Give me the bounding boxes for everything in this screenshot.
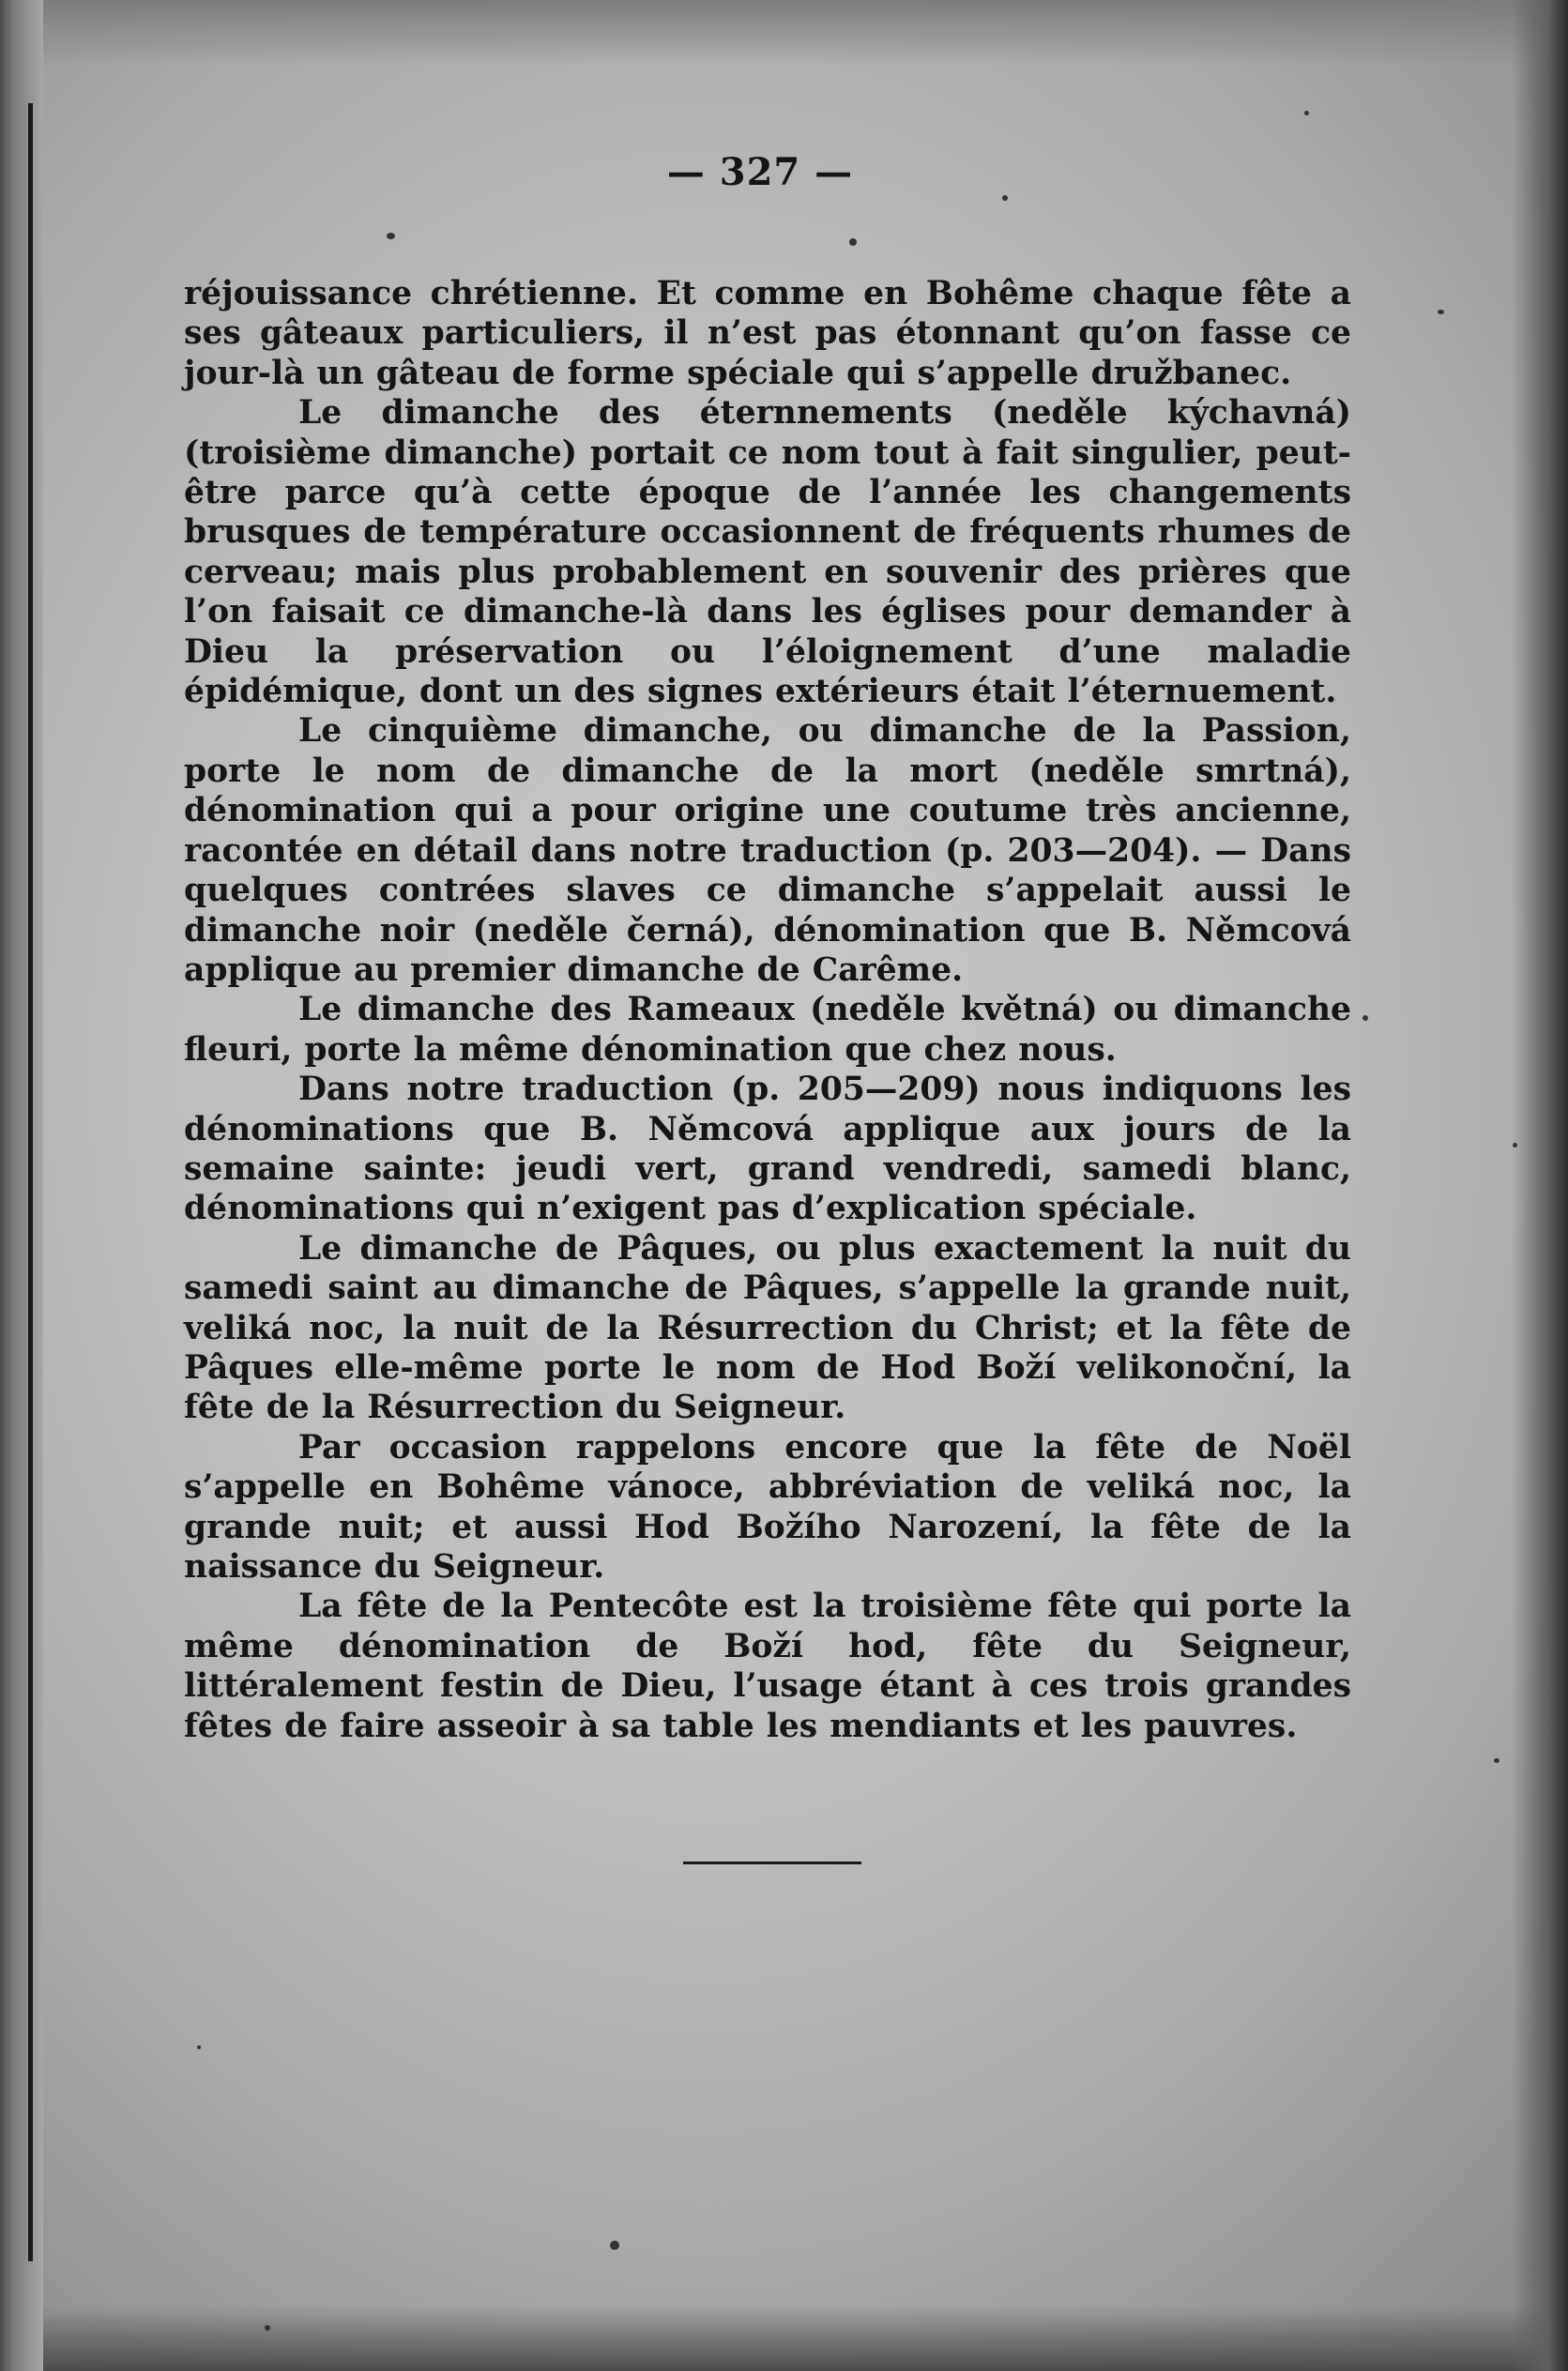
speck xyxy=(1513,1143,1517,1148)
paragraph-7: Par occasion rappelons encore que la fête de Noël s’appelle en Bohême vánoce, abbréviation de veliká noc, la grande nuit; et aussi Hod Božího Narození, la fête de la naissance du Seigneur. xyxy=(184,1428,1351,1586)
speck xyxy=(1494,1758,1499,1763)
speck xyxy=(1304,111,1309,115)
paragraph-4: Le dimanche des Rameaux (neděle květná) ou dimanche fleuri, porte la même dénomination que chez nous. xyxy=(184,991,1351,1069)
body-text xyxy=(184,274,1351,1746)
paragraph-3: Le cinquième dimanche, ou dimanche de la Passion, porte le nom de dimanche de la mort (neděle smrtná), dénomination qui a pour origine une coutume très ancienne, racontée en détail dans notre traduction (p. 203—204). — Dans quelques contrées slaves ce dimanche s’appelait aussi le dimanche noir (neděle černá), dénomination que B. Němcová applique au premier dimanche de Carême. xyxy=(184,712,1351,989)
end-rule xyxy=(683,1862,861,1864)
speck xyxy=(1362,1015,1368,1021)
speck xyxy=(197,2045,201,2049)
paragraph-2: Le dimanche des éternnements (neděle kýchavná) (troisième dimanche) portait ce nom tout à fait singulier, peut-être parce qu’à cette époque de l’année les changements brusques de température occasionnent de fréquents rhumes de cerveau; mais plus probablement en souvenir des prières que l’on faisait ce dimanche-là dans les églises pour demander à Dieu la préservation ou l’éloignement d’une maladie épidémique, dont un des signes extérieurs était l’éternuement. xyxy=(184,394,1351,711)
speck xyxy=(849,238,857,246)
paragraph-6: Le dimanche de Pâques, ou plus exactement la nuit du samedi saint au dimanche de Pâques, s’appelle la grande nuit, veliká noc, la nuit de la Résurrection du Christ; et la fête de Pâques elle-même porte le nom de Hod Boží velikonoční, la fête de la Résurrection du Seigneur. xyxy=(184,1229,1351,1427)
left-binding-line xyxy=(28,103,33,2261)
right-page-edge xyxy=(1512,0,1568,2371)
top-shadow xyxy=(0,0,1568,66)
speck xyxy=(1438,310,1444,314)
page-number: — 327 — xyxy=(666,150,854,194)
paragraph-5: Dans notre traduction (p. 205—209) nous indiquons les dénominations que B. Němcová applique aux jours de la semaine sainte: jeudi vert, grand vendredi, samedi blanc, dénominations qui n’exigent pas d’explication spéciale. xyxy=(184,1071,1351,1228)
speck xyxy=(1002,195,1008,201)
speck xyxy=(387,233,395,239)
paragraph-8: La fête de la Pentecôte est la troisième fête qui porte la même dénomination de Boží hod, fête du Seigneur, littéralement festin de Dieu, l’usage étant à ces trois grandes fêtes de faire asseoir à sa table les mendiants et les pauvres. xyxy=(184,1588,1351,1745)
speck xyxy=(610,2241,619,2250)
left-binding-edge xyxy=(0,0,43,2371)
paragraph-1: réjouissance chrétienne. Et comme en Bohême chaque fête a ses gâteaux particuliers, il n’est pas étonnant qu’on fasse ce jour-là un gâteau de forme spéciale qui s’appelle družbanec. xyxy=(184,275,1351,392)
speck xyxy=(265,2325,270,2331)
bottom-shadow xyxy=(0,2305,1568,2371)
